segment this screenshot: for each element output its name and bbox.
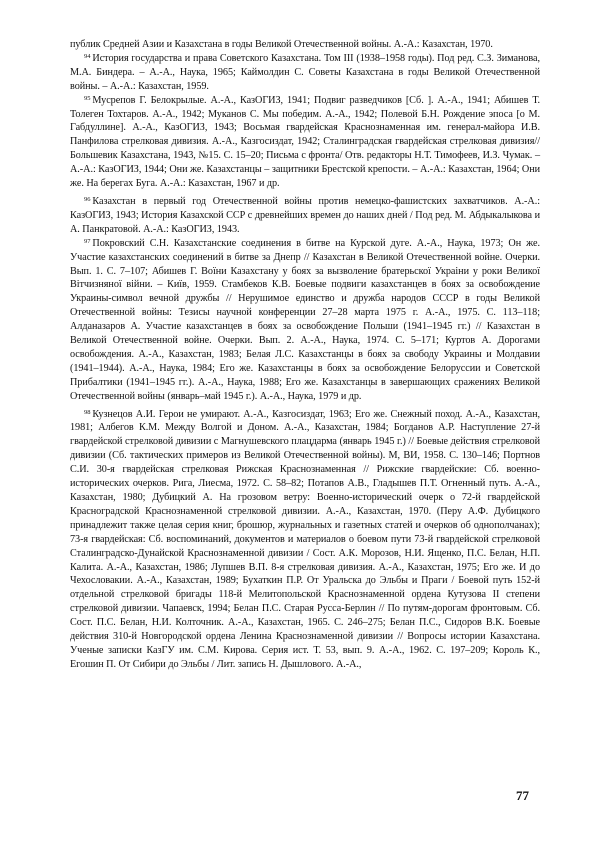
footnote-number: 98	[84, 408, 91, 416]
footnote-text: публик Средней Азии и Казахстана в годы Великой Отечественной войны. А.-А.: Казахстан, 1970.	[70, 39, 493, 50]
footnote-number: 94	[84, 52, 91, 60]
footnote-95	[70, 94, 540, 191]
footnote-text: Казахстан в первый год Отечественной войны против немецко-фашистских захватчиков. А.-А.: КазОГИЗ, 1943; История Казахской ССР с древнейших времен до наших дней / Под ред. М. Абдыкалыкова и А. Панкратовой. А.-А.: КазОГИЗ, 1943.	[70, 195, 540, 235]
footnote-text: Покровский С.Н. Казахстанские соединения в битве на Курской дуге. А.-А., Наука, 1973; Он же. Участие казахстанских соединений в битве за Днепр // Казахстан в Великой Отечественной войне. Очерки. Вып. 1. С. 7–107; Абишев Г. Воїни Казахстану у боях за вызволение братерьскої Украіни у роки Великої Вітчизняної війни. – Київ, 1959. Стамбеков К.В. Боевые подвиги казахстанцев в боях за освобождение Украины-символ вечной дружбы // Нерушимое единство и дружба народов СССР в годы Великой Отечественной войны: Тезисы научной конференции 27–28 марта 1975 г. А.-А., 1975. С. 113–118; Алданазаров А. Участие казахстанцев в боях за освобождение Польши (1941–1945 гг.) // Казахстан в Великой Отечественной войне. Очерки. Вып. 2. А.-А., Наука, 1974. С. 5–171; Куртов А. Дорогами освобождения. А.-А., Казахстан, 1983; Белая Л.С. Казахстанцы в боях за свободу Украины и Молдавии (1941–1944). А.-А., Наука, 1984; Его же. Казахстанцы в боях за освобождение Белоруссии и Советской Прибалтики (1941–1945 гг.). А.-А., Наука, 1988; Его же. Казахстанцы в завершающих сражениях Великой Отечественной войны (январь–май 1945 г.). А.-А., Наука, 1979 и др.	[70, 237, 540, 402]
footnote-text: Кузнецов А.И. Герои не умирают. А.-А., Казгосиздат, 1963; Его же. Снежный поход. А.-А., Казахстан, 1981; Албегов К.М. Между Волгой и Доном. А.-А., Казахстан, 1984; Богданов А.Р. Наступление 27-й гвардейской стрелковой дивизии с Магнушевского плацдарма (январь 1945 г.) // Боевые действия стрелковой дивизии (Сб. тактических примеров из Великой Отечественной войны). М, ВИ, 1958. С. 130–146; Портнов С.И. 30-я гвардейская стрелковая Рижская Краснознаменная // Рижские гвардейские: Сб. военно-исторических очерков. Рига, Лиесма, 1972. С. 58–82; Потапов А.В., Гладышев П.Т. Огненный путь. А.-А., Казахстан, 1980; Дубицкий А. На грозовом ветру: Военно-исторический очерк о 72-й гвардейской Красноградской Краснознаменной стрелковой дивизии. А.-А., Казахстан, 1970. (Перу А.Ф. Дубицкого принадлежит также целая серия книг, брошюр, журнальных и газетных статей и очерков об однополчанах); 73-я гвардейская: Сб. воспоминаний, документов и материалов о боевом пути 73-й гвардейской стрелковой Сталинградско-Дунайской Краснознаменной дивизии / Сост. А.К. Морозов, Н.И. Ященко, П.С. Белан, Н.П. Калита. А.-А., Казахстан, 1986; Лупшев В.П. 8-я стрелковая дивизия. А.-А., Казахстан, 1975; Его же. И до Чехословакии. А.-А., Казахстан, 1989; Бухаткин П.Р. От Уральска до Эльбы и Праги / Боевой путь 152-й отдельной стрелковой бригады 118-й Мелитопольской Краснознаменной ордена Кутузова II степени стрелковой дивизии. Чапаевск, 1994; Белан П.С. Старая Русса-Берлин // По путям-дорогам фронтовым. Сб. Сост. П.С. Белан, Н.И. Колточник. А.-А., Казахстан, 1965. С. 246–275; Белан П.С., Сидоров В.К. Боевые действия 310-й Новгородской ордена Ленина Краснознаменной дивизии // Вопросы истории Казахстана. Ученые записки КазГУ им. С.М. Кирова. Серия ист. Т. 53, вып. 9. А.-А., 1962. С. 197–209; Король К., Егошин П. От Сибири до Эльбы / Лит. запись Н. Дышлового. А.-А.,	[70, 408, 540, 670]
footnote-number: 96	[84, 195, 91, 203]
footnotes-block	[70, 38, 540, 672]
footnote-94	[70, 52, 540, 94]
footnote-number: 97	[84, 237, 91, 245]
footnote-text: История государства и права Советского Казахстана. Том III (1938–1958 годы). Под ред. С.З. Зиманова, М.А. Биндера. – А.-А., Наука, 1965; Каймолдин С. Советы Казахстана в годы Великой Отечественной войны. – А.-А.: Казахстан, 1959.	[70, 52, 540, 92]
footnote-98	[70, 408, 540, 672]
page-number: 77	[516, 788, 529, 803]
footnote-97	[70, 237, 540, 404]
footnote-text: Мусрепов Г. Белокрылые. А.-А., КазОГИЗ, 1941; Подвиг разведчиков [Сб. ]. А.-А., 1941; Абишев Т. Толеген Тохтаров. А.-А., 1942; Муканов С. Мы победим. А.-А., 1942; Полевой Б.Н. Рождение эпоса [о М. Габдуллине]. А.-А., КазОГИЗ, 1943; Восьмая гвардейская Краснознаменная им. генерал-майора И.В. Панфилова стрелковая дивизия. А.-А., Казгосиздат, 1942; Сталинградская гвардейская стрелковая дивизия// Большевик Казахстана, 1943, №15. С. 15–20; Письма с фронта/ Отв. редакторы Н.Т. Тимофеев, И.З. Чумак. – А.-А.: КазОГИЗ, 1944; Они же. Казахстанцы – защитники Брестской крепости. – А.-А.: Казахстан, 1964; Они же. На берегах Буга. А.-А.: Казахстан, 1967 и др.	[70, 94, 540, 190]
footnote-number: 95	[84, 94, 91, 102]
footnote-96	[70, 195, 540, 237]
footnote-continuation	[70, 38, 540, 52]
